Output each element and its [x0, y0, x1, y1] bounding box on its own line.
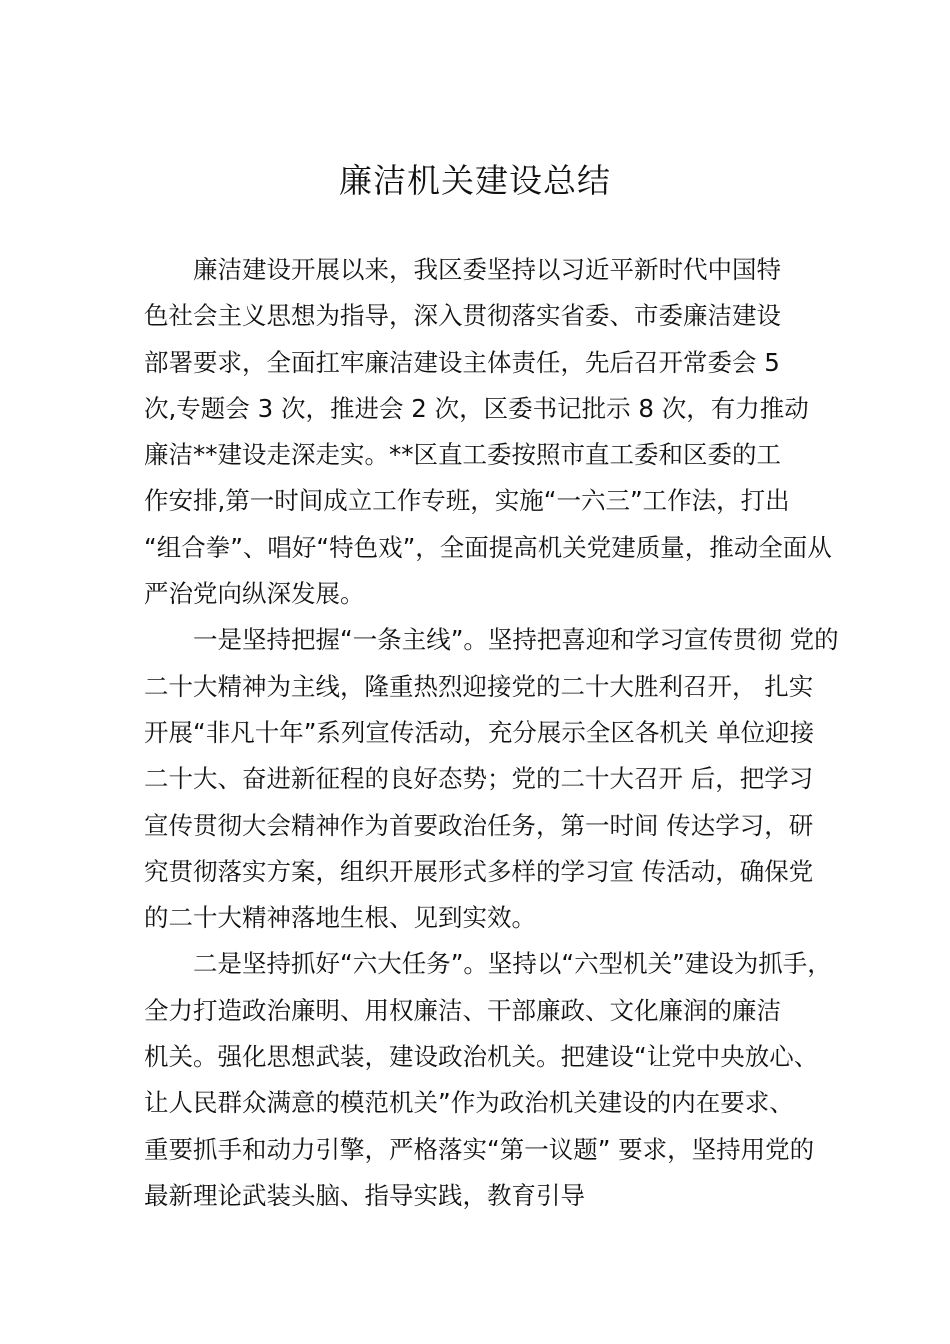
paragraph-line: 机关。强化思想武装，建设政治机关。把建设“让党中央放心、	[144, 1042, 819, 1072]
paragraph-line: 部署要求，全面扛牢廉洁建设主体责任，先后召开常委会 5	[144, 347, 780, 377]
paragraph-line: 廉洁建设开展以来，我区委坚持以习近平新时代中国特	[193, 255, 781, 284]
paragraph-line: 二十大精神为主线，隆重热烈迎接党的二十大胜利召开， 扎实	[144, 671, 814, 701]
paragraph-line: 宣传贯彻大会精神作为首要政治任务，第一时间 传达学习，研	[144, 810, 814, 840]
paragraph-line: 廉洁**建设走深走实。**区直工委按照市直工委和区委的工	[144, 440, 781, 470]
paragraph-line: “组合拳”、唱好“特色戏”，全面提高机关党建质量，推动全面从	[144, 532, 832, 562]
paragraph-2	[144, 617, 839, 941]
paragraph-line: 让人民群众满意的模范机关”作为政治机关建设的内在要求、	[144, 1088, 794, 1118]
paragraph-line: 作安排,第一时间成立工作专班，实施“一六三”工作法，打出	[144, 486, 790, 516]
document-title: 廉洁机关建设总结	[339, 161, 611, 200]
paragraph-line: 全力打造政治廉明、用权廉洁、干部廉政、文化廉润的廉洁	[144, 995, 781, 1025]
paragraph-line: 色社会主义思想为指导，深入贯彻落实省委、市委廉洁建设	[144, 301, 781, 331]
paragraph-line: 二是坚持抓好“六大任务”。坚持以“六型机关”建设为抓手，	[193, 949, 832, 979]
document-body	[144, 247, 839, 1219]
paragraph-3	[144, 941, 834, 1219]
paragraph-line: 次,专题会 3 次，推进会 2 次，区委书记批示 8 次，有力推动	[144, 393, 809, 423]
paragraph-1	[144, 247, 834, 617]
paragraph-line: 严治党向纵深发展。	[144, 579, 365, 609]
paragraph-line: 二十大、奋进新征程的良好态势；党的二十大召开 后，把学习	[144, 764, 814, 794]
paragraph-line: 的二十大精神落地生根、见到实效。	[144, 903, 536, 933]
paragraph-line: 一是坚持把握“一条主线”。坚持把喜迎和学习宣传贯彻 党的	[193, 625, 839, 655]
paragraph-line: 最新理论武装头脑、指导实践，教育引导	[144, 1180, 585, 1210]
paragraph-line: 开展“非凡十年”系列宣传活动，充分展示全区各机关 单位迎接	[144, 717, 815, 747]
paragraph-line: 究贯彻落实方案，组织开展形式多样的学习宣 传活动，确保党	[144, 856, 814, 886]
paragraph-line: 重要抓手和动力引擎，严格落实“第一议题” 要求，坚持用党的	[144, 1134, 815, 1164]
